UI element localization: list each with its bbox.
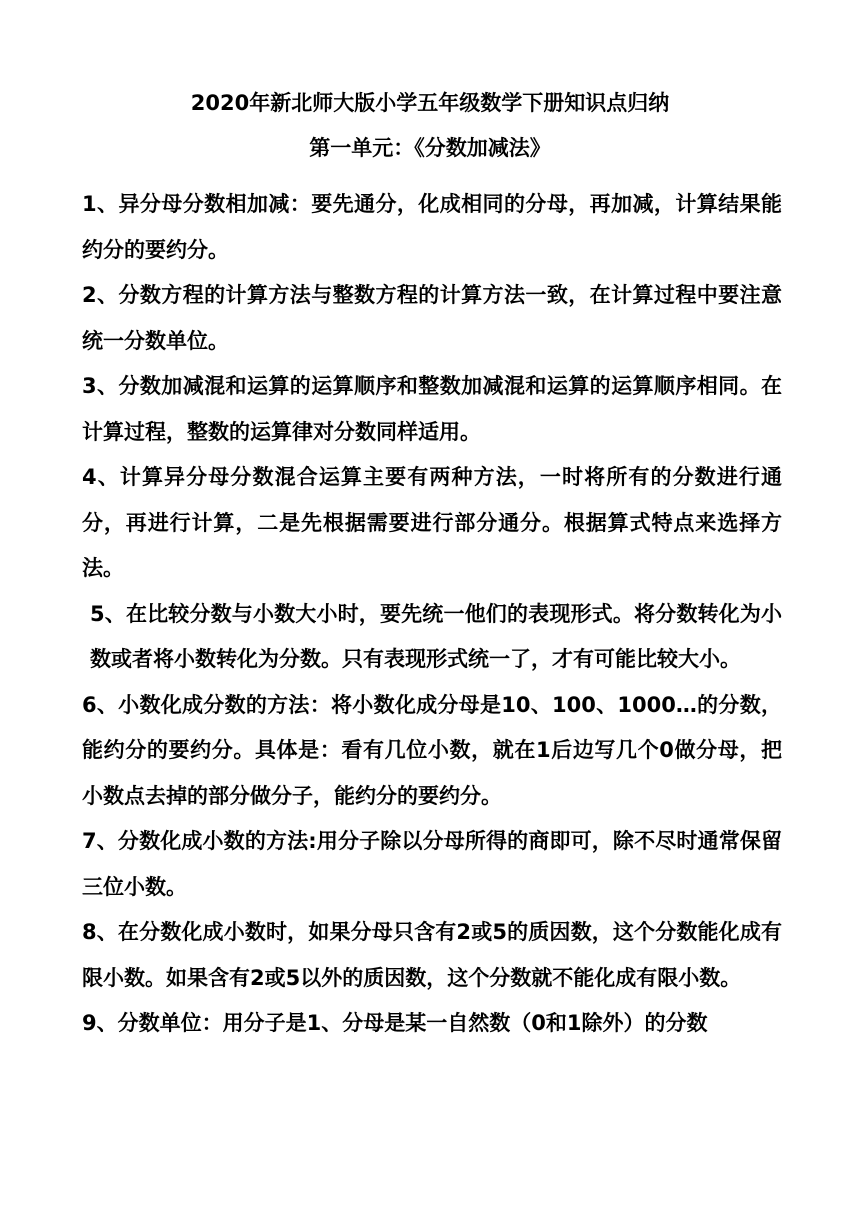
paragraph-6: 6、小数化成分数的方法：将小数化成分母是10、100、1000…的分数，能约分的要约分。具体是：看有几位小数，就在1后边写几个0做分母，把小数点去掉的部分做分子，能约分的要约分。 <box>82 692 782 808</box>
unit-heading: 第一单元：《分数加减法》 <box>309 136 551 160</box>
paragraph-5: 5、在比较分数与小数大小时，要先统一他们的表现形式。将分数转化为小数或者将小数转化为分数。只有表现形式统一了，才有可能比较大小。 <box>90 601 782 671</box>
paragraph-1: 1、异分母分数相加减：要先通分，化成相同的分母，再加减，计算结果能约分的要约分。 <box>82 192 782 262</box>
document-title: 2020年新北师大版小学五年级数学下册知识点归纳 <box>190 91 670 115</box>
paragraph-4: 4、计算异分母分数混合运算主要有两种方法，一时将所有的分数进行通分，再进行计算，二是先根据需要进行部分通分。根据算式特点来选择方法。 <box>82 465 782 580</box>
paragraph-9: 9、分数单位：用分子是1、分母是某一自然数（0和1除外）的分数 <box>82 1011 708 1035</box>
paragraph-7: 7、分数化成小数的方法:用分子除以分母所得的商即可，除不尽时通常保留三位小数。 <box>82 829 782 899</box>
paragraph-2: 2、分数方程的计算方法与整数方程的计算方法一致，在计算过程中要注意统一分数单位。 <box>82 283 782 353</box>
paragraph-8: 8、在分数化成小数时，如果分母只含有2或5的质因数，这个分数能化成有限小数。如果含有2或5以外的质因数，这个分数就不能化成有限小数。 <box>82 920 782 990</box>
document-body <box>82 182 782 1047</box>
paragraph-3: 3、分数加减混和运算的运算顺序和整数加减混和运算的运算顺序相同。在计算过程，整数的运算律对分数同样适用。 <box>82 374 782 444</box>
